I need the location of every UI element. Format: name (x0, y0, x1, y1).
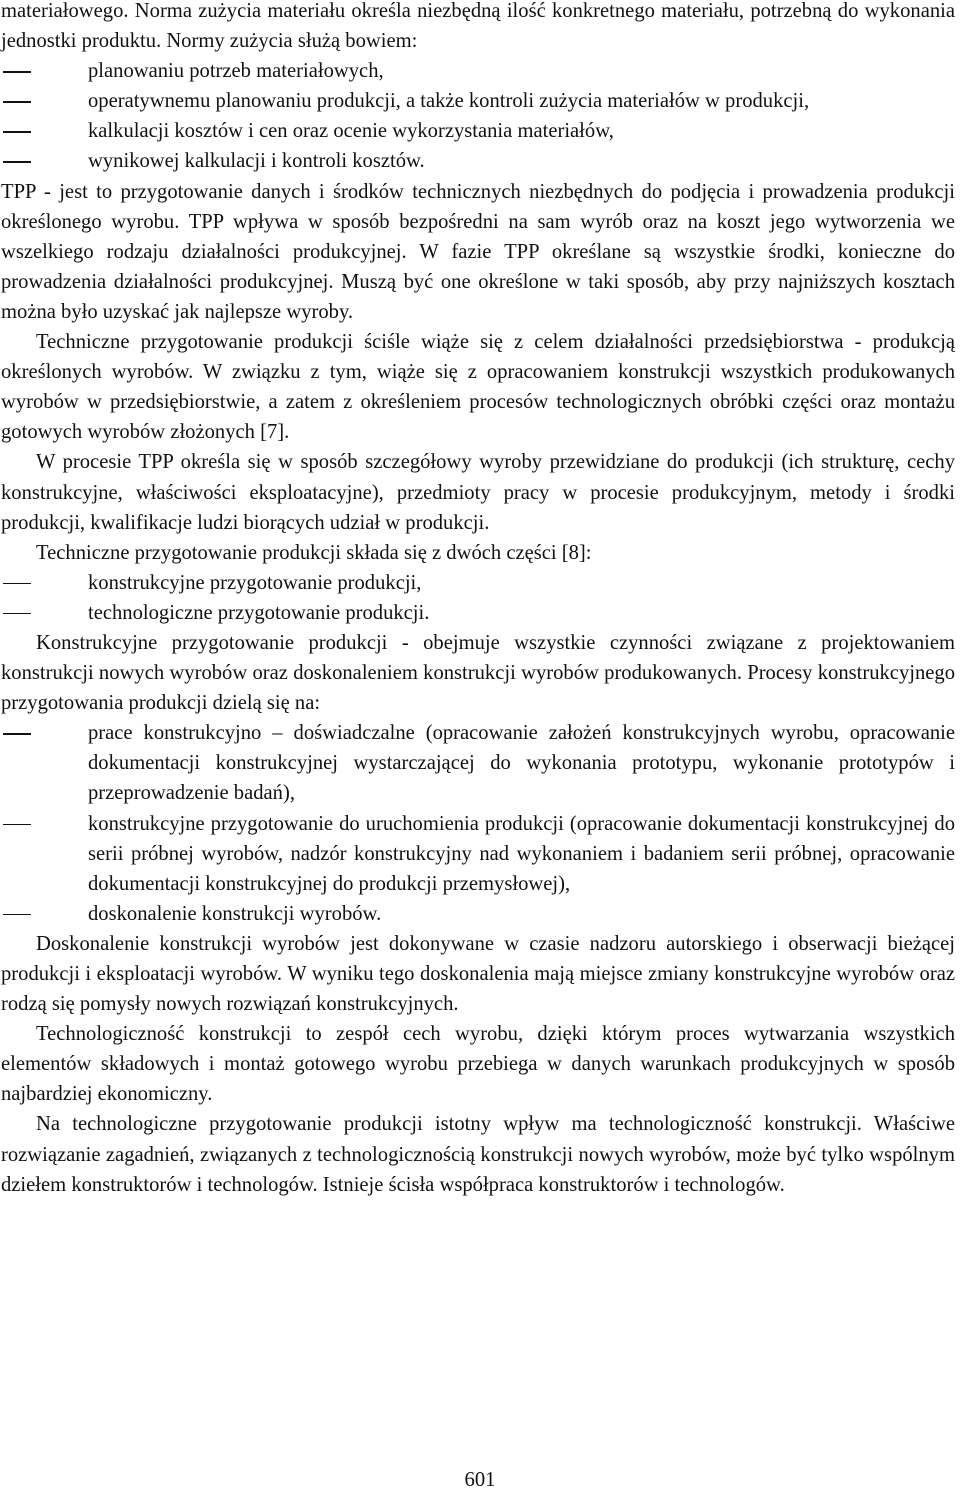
dash-bullet-icon (1, 568, 41, 598)
dash-bullet-icon (1, 56, 41, 86)
paragraph-wplyw: Na technologiczne przygotowanie produkcji istotny wpływ ma technologiczność konstrukcji. Właściwe rozwiązanie zagadnień, związanych z technologicznością konstrukcji nowych wyrobów, może być tylko wspólnym dziełem konstruktorów i technologów. Istnieje ścisła współpraca konstruktorów i technologów. (1, 1113, 955, 1196)
list-item-text: prace konstrukcyjno – doświadczalne (opracowanie założeń konstrukcyjnych wyrobu, opracowanie dokumentacji konstrukcyjnej wystarczającej do wykonania prototypu, wykonanie prototypów i przeprowadzenie badań), (88, 722, 955, 805)
list-item (1, 86, 955, 116)
list-item-text: konstrukcyjne przygotowanie do uruchomienia produkcji (opracowanie dokumentacji konstrukcyjnej do serii próbnej wyrobów, nadzór konstrukcyjny nad wykonaniem i badaniem serii próbnej, opracowanie dokumentacji konstrukcyjnej do produkcji przemysłowej), (88, 812, 955, 895)
list-item-text: konstrukcyjne przygotowanie produkcji, (88, 571, 422, 594)
list-item (1, 598, 955, 628)
paragraph-sklada: Techniczne przygotowanie produkcji składa się z dwóch części [8]: (36, 541, 592, 564)
list-item (1, 568, 955, 598)
list-norm-uses (1, 56, 955, 176)
page-number: 601 (464, 1469, 496, 1491)
paragraph-techniczne: Techniczne przygotowanie produkcji ściśle wiąże się z celem działalności przedsiębiorstwa - produkcją określonych wyrobów. W związku z tym, wiąże się z opracowaniem konstrukcji wszystkich produkowanych wyrobów w przedsiębiorstwie, a zatem z określeniem procesów technologicznych obróbki części oraz montażu gotowych wyrobów złożonych [7]. (1, 331, 955, 444)
list-item-text: kalkulacji kosztów i cen oraz ocenie wykorzystania materiałów, (88, 120, 614, 143)
dash-bullet-icon (1, 116, 41, 146)
dash-bullet-icon (1, 598, 41, 628)
list-item (1, 146, 955, 176)
list-item (1, 56, 955, 86)
dash-bullet-icon (1, 718, 41, 748)
paragraph-tpp: TPP - jest to przygotowanie danych i środków technicznych niezbędnych do podjęcia i prowadzenia produkcji określonego wyrobu. TPP wpływa w sposób bezpośredni na sam wyrób oraz na koszt jego wytworzenia we wszelkiego rodzaju działalności produkcyjnej. W fazie TPP określane są wszystkie środki, konieczne do prowadzenia działalności produkcyjnej. Muszą być one określone w taki sposób, aby przy najniższych kosztach można było uzyskać jak najlepsze wyroby. (1, 180, 955, 323)
list-tpp-parts (1, 568, 955, 628)
list-item-text: operatywnemu planowaniu produkcji, a także kontroli zużycia materiałów w produkcji, (88, 90, 810, 113)
dash-bullet-icon (1, 899, 41, 929)
list-item (1, 718, 955, 808)
list-item-text: doskonalenie konstrukcji wyrobów. (88, 902, 382, 925)
list-item-text: technologiczne przygotowanie produkcji. (88, 601, 430, 624)
document-body (1, 0, 955, 1200)
dash-bullet-icon (1, 86, 41, 116)
list-item-text: wynikowej kalkulacji i kontroli kosztów. (88, 150, 425, 173)
list-item (1, 116, 955, 146)
paragraph-intro: materiałowego. Norma zużycia materiału określa niezbędną ilość konkretnego materiału, potrzebną do wykonania jednostki produktu. Normy zużycia służą bowiem: (1, 0, 955, 53)
list-item (1, 899, 955, 929)
list-item-text: planowaniu potrzeb materiałowych, (88, 60, 384, 83)
list-konstrukcyjne-processes (1, 718, 955, 929)
dash-bullet-icon (1, 146, 41, 176)
paragraph-konstrukcyjne: Konstrukcyjne przygotowanie produkcji - obejmuje wszystkie czynności związane z projektowaniem konstrukcji nowych wyrobów oraz doskonaleniem konstrukcji wyrobów produkowanych. Procesy konstrukcyjnego przygotowania produkcji dzielą się na: (1, 631, 955, 715)
list-item (1, 809, 955, 899)
paragraph-technologicznosc: Technologiczność konstrukcji to zespół cech wyrobu, dzięki którym proces wytwarzania wszystkich elementów składowych i montaż gotowego wyrobu przebiega w danych warunkach produkcyjnych w sposób najbardziej ekonomiczny. (1, 1023, 955, 1106)
dash-bullet-icon (1, 809, 41, 839)
paragraph-doskonalenie: Doskonalenie konstrukcji wyrobów jest dokonywane w czasie nadzoru autorskiego i obserwacji bieżącej produkcji i eksploatacji wyrobów. W wyniku tego doskonalenia mają miejsce zmiany konstrukcyjne wyrobów oraz rodzą się pomysły nowych rozwiązań konstrukcyjnych. (1, 932, 955, 1016)
paragraph-proces: W procesie TPP określa się w sposób szczegółowy wyroby przewidziane do produkcji (ich strukturę, cechy konstrukcyjne, właściwości eksploatacyjne), przedmioty pracy w procesie produkcyjnym, metody i środki produkcji, kwalifikacje ludzi biorących udział w produkcji. (1, 451, 955, 534)
